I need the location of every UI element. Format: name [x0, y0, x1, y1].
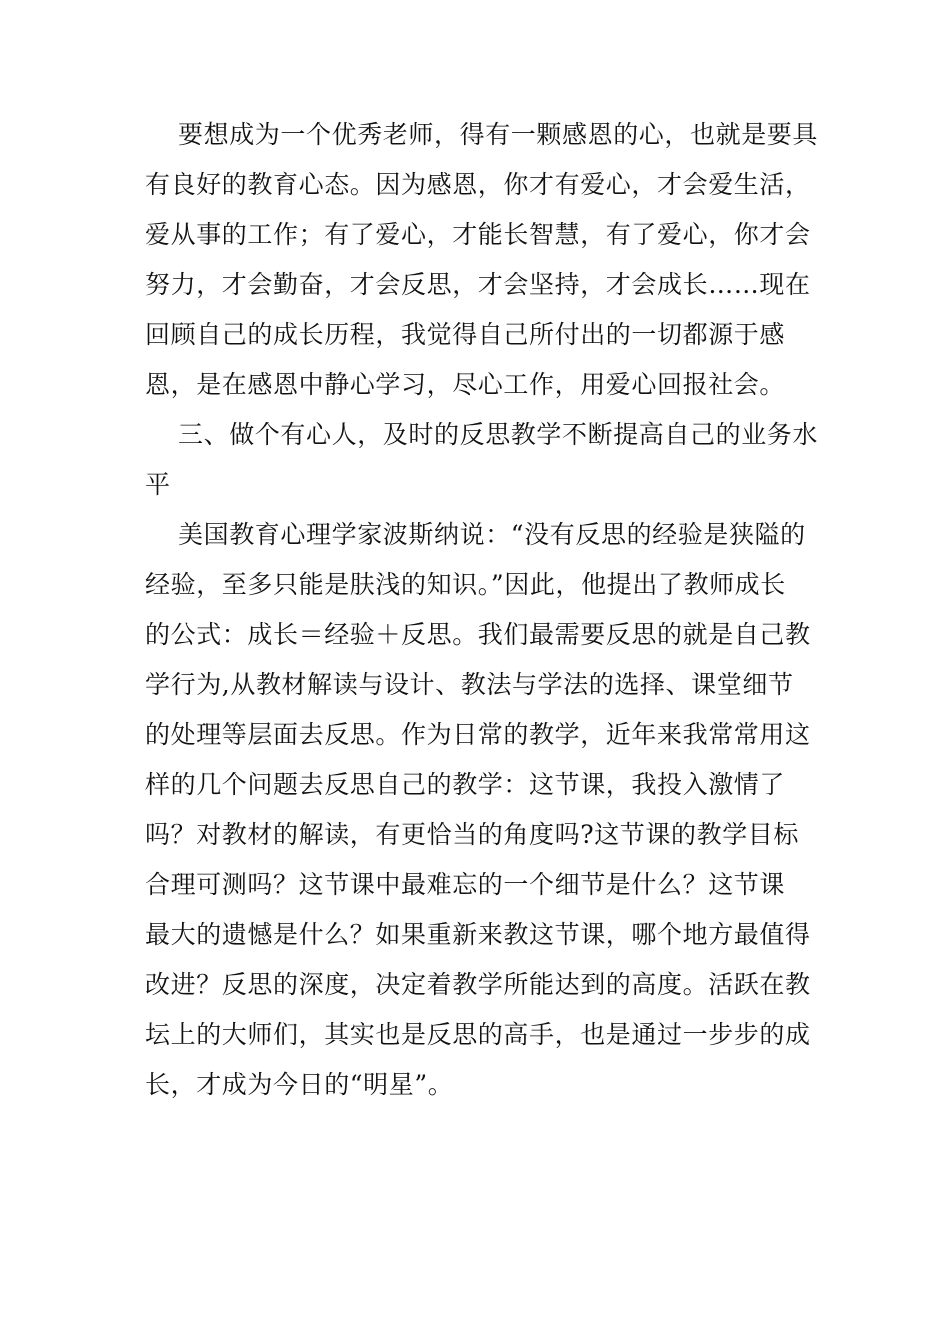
text-line: 美国教育心理学家波斯纳说：“没有反思的经验是狭隘的 — [178, 520, 806, 549]
paragraph-gratitude — [145, 110, 819, 410]
text-line: 坛上的大师们，其实也是反思的高手，也是通过一步步的成 — [145, 1020, 811, 1049]
section-heading — [145, 410, 819, 510]
text-line: 学行为,从教材解读与设计、教法与学法的选择、课堂细节 — [145, 670, 794, 699]
text-line: 的处理等层面去反思。作为日常的教学，近年来我常常用这 — [145, 720, 811, 749]
text-line: 最大的遗憾是什么？如果重新来教这节课，哪个地方最值得 — [145, 920, 811, 949]
text-line: 样的几个问题去反思自己的教学：这节课，我投入激情了 — [145, 770, 786, 799]
text-line: 要想成为一个优秀老师，得有一颗感恩的心，也就是要具 — [178, 120, 819, 149]
heading-line: 三、做个有心人，及时的反思教学不断提高自己的业务水 — [178, 420, 819, 449]
text-line: 恩，是在感恩中静心学习，尽心工作，用爱心回报社会。 — [145, 370, 786, 399]
document-page — [145, 110, 819, 1110]
text-line: 有良好的教育心态。因为感恩，你才有爱心，才会爱生活， — [145, 170, 811, 199]
text-line: 回顾自己的成长历程，我觉得自己所付出的一切都源于感 — [145, 320, 786, 349]
text-line: 改进？反思的深度，决定着教学所能达到的高度。活跃在教 — [145, 970, 811, 999]
text-line: 的公式：成长＝经验＋反思。我们最需要反思的就是自己教 — [145, 620, 811, 649]
text-line: 合理可测吗？这节课中最难忘的一个细节是什么？这节课 — [145, 870, 786, 899]
text-line: 努力，才会勤奋，才会反思，才会坚持，才会成长……现在 — [145, 270, 811, 299]
text-line: 长，才成为今日的“明星”。 — [145, 1070, 454, 1099]
heading-line: 平 — [145, 470, 171, 499]
text-line: 吗？对教材的解读，有更恰当的角度吗?这节课的教学目标 — [145, 820, 800, 849]
text-line: 经验，至多只能是肤浅的知识。”因此，他提出了教师成长 — [145, 570, 786, 599]
paragraph-reflection — [145, 510, 810, 1110]
text-line: 爱从事的工作；有了爱心，才能长智慧，有了爱心，你才会 — [145, 220, 811, 249]
